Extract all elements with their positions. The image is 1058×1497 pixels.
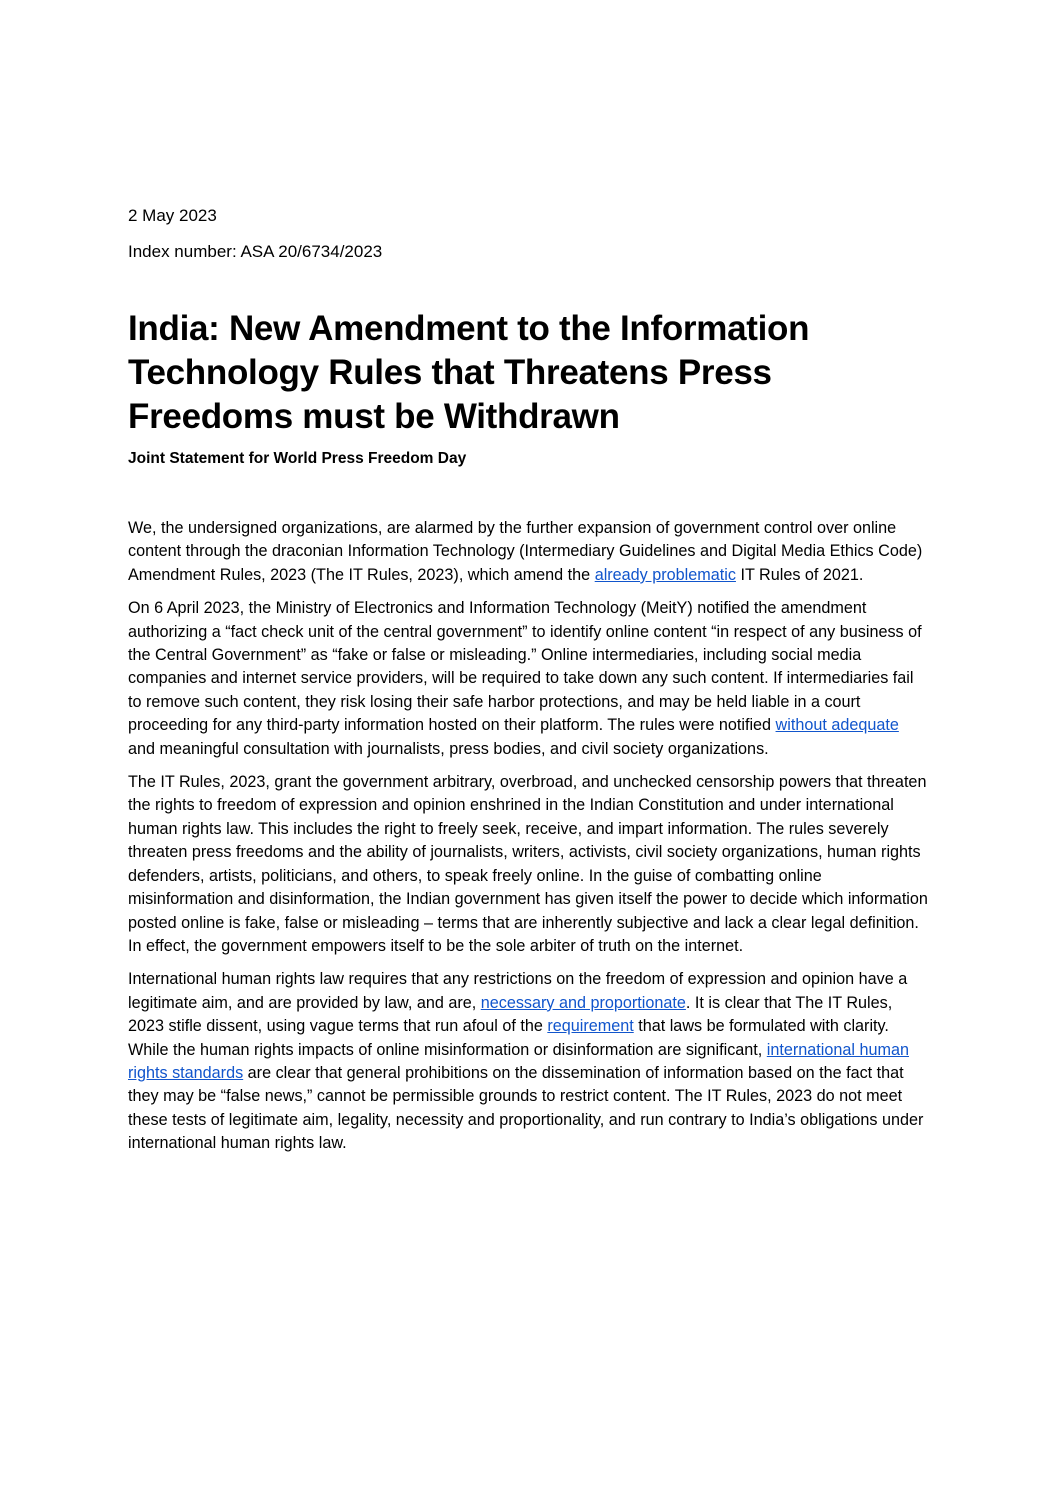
paragraph-text: are clear that general prohibitions on the dissemination of information based on the fact that they may be “false news,” cannot be permissible grounds to restrict content. The IT Rules, 2023 do not meet these tests of legitimate aim, legality, necessity and proportionality, and run contrary to India’s obligations under international human rights law. [128,1063,924,1153]
paragraph-text: The IT Rules, 2023, grant the government arbitrary, overbroad, and unchecked censorship powers that threaten the rights to freedom of expression and opinion enshrined in the Indian Constitution and under international human rights law. This includes the right to freely seek, receive, and impart information. The rules severely threaten press freedoms and the ability of journalists, writers, activists, civil society organizations, human rights defenders, artists, politicians, and others, to speak freely online. In the guise of combatting online misinformation and disinformation, the Indian government has given itself the power to decide which information posted online is fake, false or misleading – terms that are inherently subjective and lack a clear legal definition. In effect, the government empowers itself to be the sole arbiter of truth on the internet. [128,773,928,955]
paragraph-text: We, the undersigned organizations, are alarmed by the further expansion of government control over online content through the draconian Information Technology (Intermediary Guidelines and Digital Media Ethics Code) Amendment Rules, 2023 (The IT Rules, 2023), which amend the [128,519,923,584]
paragraph-1 [128,517,928,587]
index-number: Index number: ASA 20/6734/2023 [128,242,383,261]
document-date: 2 May 2023 [128,206,217,225]
paragraph-text: On 6 April 2023, the Ministry of Electronics and Information Technology (MeitY) notified the amendment authorizing a “fact check unit of the central government” to identify online content “in respect of any business of the Central Government” as “fake or false or misleading.” Online intermediaries, including social media companies and internet service providers, will be required to take down any such content. If intermediaries fail to remove such content, they risk losing their safe harbor protections, and may be held liable in a court proceeding for any third-party information hosted on their platform. The rules were notified [128,599,922,735]
link-without-adequate[interactable]: without adequate [775,716,899,735]
paragraph-text: . It is clear that The IT Rules, 2023 stifle dissent, using vague terms that run afoul of the [128,993,893,1036]
paragraph-text: that laws be formulated with clarity. While the human rights impacts of online misinformation or disinformation are significant, [128,1017,889,1059]
link-international-human-rights-standards[interactable]: international human rights standards [128,1040,909,1082]
link-necessary-and-proportionate[interactable]: necessary and proportionate [480,993,686,1012]
paragraph-4 [128,968,928,1155]
paragraph-text: and meaningful consultation with journalists, press bodies, and civil society organizations. [128,739,769,758]
paragraph-text: IT Rules of 2021. [735,565,864,584]
document-subtitle: Joint Statement for World Press Freedom Day [128,450,467,467]
paragraph-2 [128,597,928,761]
paragraph-text: International human rights law requires that any restrictions on the freedom of expression and opinion have a legitimate aim, and are provided by law, and are, [128,970,908,1012]
link-requirement[interactable]: requirement [547,1017,634,1036]
document-title: India: New Amendment to the Information Technology Rules that Threatens Press Freedoms must be Withdrawn [128,309,810,436]
link-already-problematic[interactable]: already problematic [594,565,736,584]
document-page [128,205,928,1166]
paragraph-3 [128,771,928,958]
